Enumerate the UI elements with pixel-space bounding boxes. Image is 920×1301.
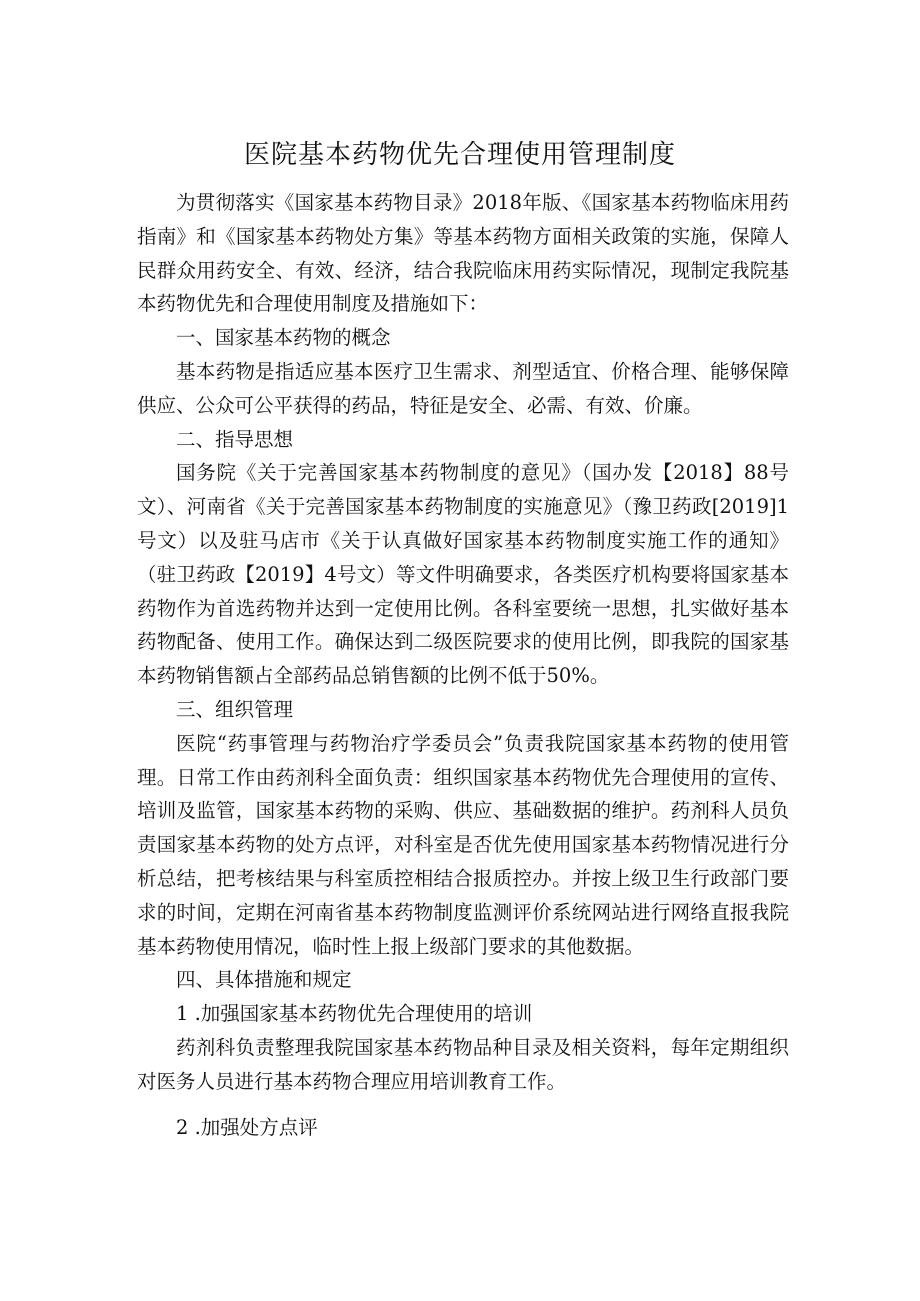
section-3-heading: 三、组织管理: [176, 697, 294, 721]
document-body: [137, 186, 789, 1144]
spacer: [137, 1099, 789, 1111]
section-4-item-1-heading: 1 .加强国家基本药物优先合理使用的培训: [176, 1002, 533, 1026]
section-2-paragraph: 国务院《关于完善国家基本药物制度的意见》（国办发【2018】88号文）、河南省《关于完善国家基本药物制度的实施意见》（豫卫药政[2019]1号文）以及驻马店市《关于认真做好国家基本药物制度实施工作的通知》（驻卫药政【2019】4号文）等文件明确要求，各类医疗机构要将国家基本药物作为首选药物并达到一定使用比例。各科室要统一思想，扎实做好基本药物配备、使用工作。确保达到二级医院要求的使用比例，即我院的国家基本药物销售额占全部药品总销售额的比例不低于50%。: [137, 461, 789, 688]
section-1-heading: 一、国家基本药物的概念: [176, 326, 391, 350]
section-4-item-2-heading: 2 .加强处方点评: [176, 1115, 318, 1139]
document-title: 医院基本药物优先合理使用管理制度: [243, 140, 676, 170]
section-1-paragraph: 基本药物是指适应基本医疗卫生需求、剂型适宜、价格合理、能够保障供应、公众可公平获得的药品，特征是安全、必需、有效、价廉。: [137, 359, 789, 417]
section-3-paragraph: 医院“药事管理与药物治疗学委员会”负责我院国家基本药物的使用管理。日常工作由药剂科全面负责：组织国家基本药物优先合理使用的宣传、培训及监管，国家基本药物的采购、供应、基础数据的维护。药剂科人员负责国家基本药物的处方点评，对科室是否优先使用国家基本药物情况进行分析总结，把考核结果与科室质控相结合报质控办。并按上级卫生行政部门要求的时间，定期在河南省基本药物制度监测评价系统网站进行网络直报我院基本药物使用情况，临时性上报上级部门要求的其他数据。: [137, 731, 789, 958]
section-2-heading: 二、指导思想: [176, 427, 294, 451]
section-4-item-1-paragraph: 药剂科负责整理我院国家基本药物品种目录及相关资料，每年定期组织对医务人员进行基本药物合理应用培训教育工作。: [137, 1035, 789, 1093]
section-4-heading: 四、具体措施和规定: [176, 968, 352, 992]
intro-paragraph: 为贯彻落实《国家基本药物目录》2018年版、《国家基本药物临床用药指南》和《国家基本药物处方集》等基本药物方面相关政策的实施，保障人民群众用药安全、有效、经济，结合我院临床用药实际情况，现制定我院基本药物优先和合理使用制度及措施如下：: [137, 191, 789, 316]
